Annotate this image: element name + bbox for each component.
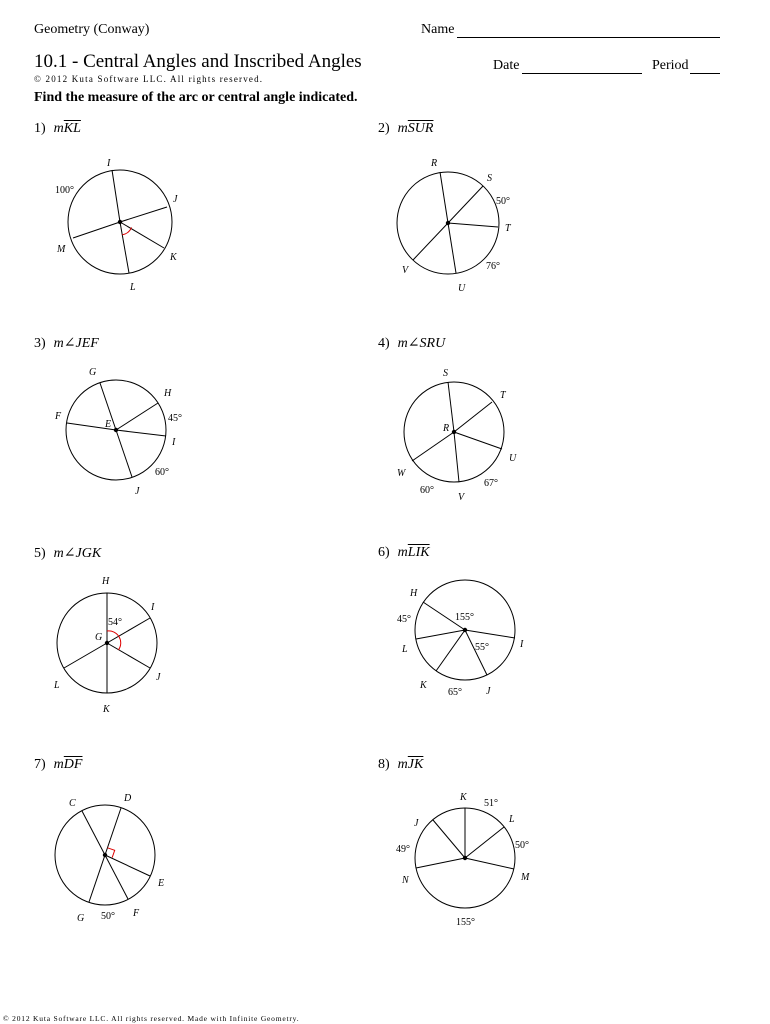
- point-label: D: [124, 793, 132, 804]
- course-title: Geometry (Conway): [34, 22, 150, 37]
- point-label: W: [397, 468, 406, 479]
- point-label: U: [509, 453, 517, 464]
- radius-S: [448, 186, 483, 223]
- point-label: F: [55, 411, 62, 422]
- radius-E: [105, 855, 150, 876]
- point-label: L: [54, 680, 60, 691]
- point-label: V: [402, 265, 409, 276]
- arc-measure: 155°: [455, 612, 474, 623]
- radius-H: [116, 403, 158, 430]
- point-label: K: [103, 704, 110, 715]
- problem-label: SRU: [419, 336, 446, 351]
- center-point: [118, 220, 122, 224]
- point-label: J: [414, 818, 419, 829]
- radius-U: [448, 223, 456, 273]
- point-label: K: [170, 252, 177, 263]
- problem-number: 7): [34, 757, 46, 772]
- center-point: [114, 428, 118, 432]
- radius-I: [116, 430, 166, 436]
- point-label: I: [107, 158, 111, 169]
- arc-measure: 50°: [496, 196, 510, 207]
- problem-prefix: m∠: [53, 546, 76, 561]
- problem-prefix: m∠: [53, 336, 76, 351]
- radius-K: [436, 630, 465, 671]
- angle-measure: 54°: [108, 617, 122, 628]
- point-label: E: [105, 419, 112, 430]
- arc-measure: 55°: [475, 642, 489, 653]
- problem-label: $\overline{LIK}$: [407, 545, 430, 560]
- radius-M: [73, 222, 120, 238]
- point-label: M: [57, 244, 66, 255]
- radius-T: [454, 402, 492, 432]
- point-label: R: [431, 158, 438, 169]
- problem-prefix: m: [397, 545, 408, 560]
- point-label: H: [410, 588, 418, 599]
- period-label: Period: [652, 58, 689, 73]
- arc-measure: 51°: [484, 798, 498, 809]
- problem-label: $\overline{KL}$: [63, 121, 81, 136]
- point-label: I: [520, 639, 524, 650]
- point-label: T: [500, 390, 506, 401]
- footer-copyright: © 2012 Kuta Software LLC. All rights reserved. Made with Infinite Geometry.: [3, 1014, 300, 1023]
- radius-T: [448, 223, 498, 227]
- center-point: [103, 853, 107, 857]
- radius-K: [120, 222, 164, 248]
- problem-number: 2): [378, 121, 390, 136]
- point-label: I: [151, 602, 155, 613]
- problem-number: 3): [34, 336, 46, 351]
- right-angle-mark: [108, 848, 115, 858]
- radius-V: [413, 223, 448, 260]
- point-label: M: [521, 872, 530, 883]
- problem-label: JGK: [75, 546, 102, 561]
- arc-measure: 50°: [515, 840, 529, 851]
- problem-prefix: m: [397, 757, 408, 772]
- problem-label: $\overline{DF}$: [63, 757, 83, 772]
- arc-measure: 60°: [155, 467, 169, 478]
- problem-label: $\overline{SUR}$: [407, 121, 434, 136]
- radius-L: [64, 643, 107, 668]
- radius-U: [454, 432, 502, 449]
- center-point: [105, 641, 109, 645]
- point-label: K: [420, 680, 427, 691]
- point-label: H: [102, 576, 110, 587]
- arc-measure: 45°: [397, 614, 411, 625]
- point-label: L: [130, 282, 136, 293]
- problem-number: 6): [378, 545, 390, 560]
- problem-number: 4): [378, 336, 390, 351]
- point-label: J: [173, 194, 178, 205]
- arc-measure: 50°: [101, 911, 115, 922]
- point-label: J: [135, 486, 140, 497]
- center-point: [463, 856, 467, 860]
- radius-J: [116, 430, 132, 477]
- point-label: J: [156, 672, 161, 683]
- point-label: H: [164, 388, 172, 399]
- point-label: K: [460, 792, 467, 803]
- arc-measure: 65°: [448, 687, 462, 698]
- radius-L: [465, 827, 504, 858]
- point-label: F: [133, 908, 140, 919]
- point-label: U: [458, 283, 466, 294]
- arc-measure: 60°: [420, 485, 434, 496]
- point-label: J: [486, 686, 491, 697]
- point-label: G: [95, 632, 103, 643]
- radius-I: [112, 170, 120, 222]
- problem-prefix: m: [397, 121, 408, 136]
- radius-J: [107, 643, 150, 668]
- arc-measure: 67°: [484, 478, 498, 489]
- problem-prefix: m: [53, 121, 64, 136]
- radius-J: [120, 207, 167, 222]
- center-point: [452, 430, 456, 434]
- radius-M: [465, 858, 514, 869]
- worksheet-title: 10.1 - Central Angles and Inscribed Angles: [34, 51, 362, 72]
- point-label: L: [402, 644, 408, 655]
- point-label: N: [402, 875, 409, 886]
- date-label: Date: [493, 58, 520, 73]
- arc-measure: 100°: [55, 185, 74, 196]
- point-label: V: [458, 492, 465, 503]
- point-label: E: [158, 878, 165, 889]
- radius-N: [416, 858, 465, 868]
- arc-measure: 45°: [168, 413, 182, 424]
- point-label: R: [443, 423, 450, 434]
- problem-prefix: m∠: [397, 336, 420, 351]
- point-label: G: [77, 913, 85, 924]
- radius-I: [465, 630, 515, 638]
- copyright-notice: © 2012 Kuta Software LLC. All rights reserved.: [34, 74, 264, 84]
- center-point: [446, 221, 450, 225]
- radius-J: [433, 820, 465, 858]
- arc-measure: 76°: [486, 261, 500, 272]
- point-label: T: [505, 223, 511, 234]
- name-label: Name: [421, 22, 455, 37]
- center-point: [463, 628, 467, 632]
- point-label: S: [487, 173, 492, 184]
- point-label: C: [69, 798, 76, 809]
- problem-prefix: m: [53, 757, 64, 772]
- instructions: Find the measure of the arc or central angle indicated.: [34, 90, 358, 105]
- arc-measure: 155°: [456, 917, 475, 928]
- point-label: I: [172, 437, 176, 448]
- radius-V: [454, 432, 459, 482]
- point-label: L: [509, 814, 515, 825]
- radius-L: [416, 630, 465, 639]
- problem-label: JEF: [75, 336, 99, 351]
- radius-R: [440, 172, 448, 223]
- radius-W: [412, 432, 454, 461]
- problem-number: 1): [34, 121, 46, 136]
- problem-number: 5): [34, 546, 46, 561]
- problem-label: $\overline{JK}$: [407, 757, 424, 772]
- arc-measure: 49°: [396, 844, 410, 855]
- point-label: G: [89, 367, 97, 378]
- point-label: S: [443, 368, 448, 379]
- radius-L: [120, 222, 129, 273]
- problem-number: 8): [378, 757, 390, 772]
